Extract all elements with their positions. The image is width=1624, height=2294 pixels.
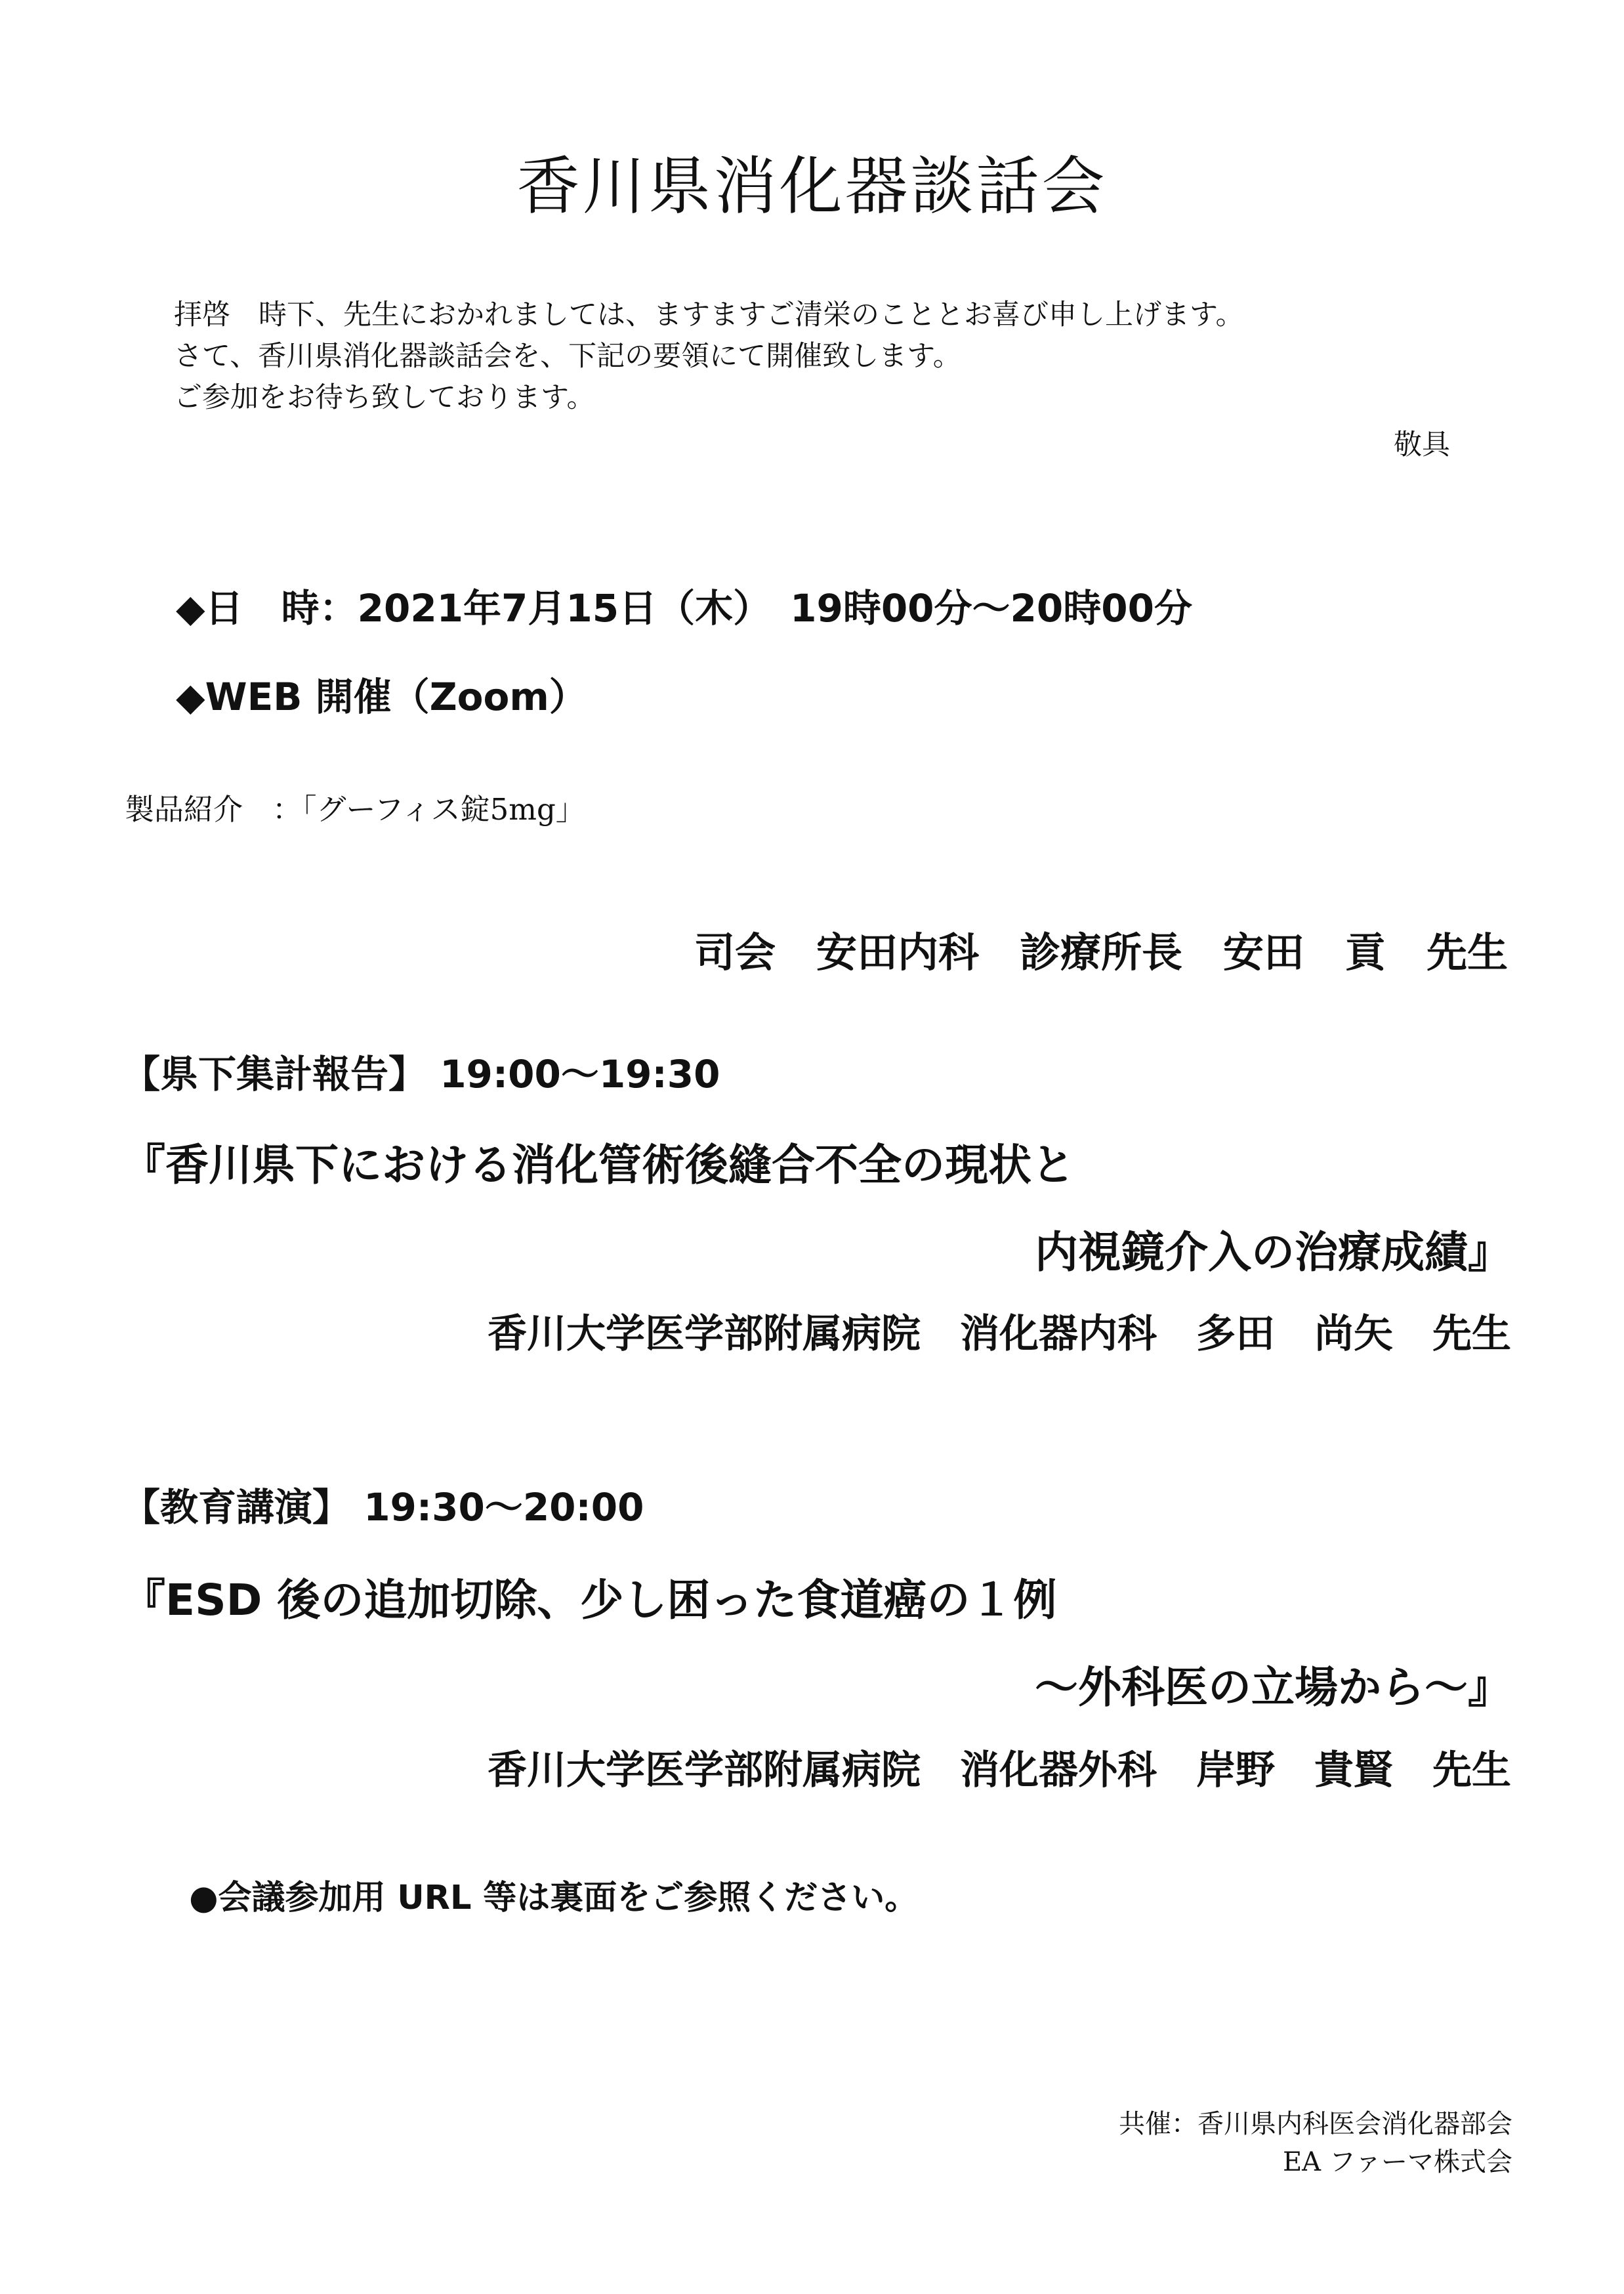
event-venue: ◆WEB 開催（Zoom） [176,675,587,719]
greeting-closing: 敬具 [1394,428,1450,461]
url-note: ●会議参加用 URL 等は裏面をご参照ください。 [189,1879,919,1917]
chairperson: 司会 安田内科 診療所長 安田 貢 先生 [694,928,1508,976]
greeting-line-2: さて、香川県消化器談話会を、下記の要領にて開催致します。 [174,340,961,373]
session2-title-line2: ～外科医の立場から～』 [1035,1662,1511,1713]
session2-header: 【教育講演】 19:30～20:00 [122,1485,644,1530]
session2-speaker: 香川大学医学部附属病院 消化器外科 岸野 貴賢 先生 [488,1747,1511,1793]
cohost-line-2: EA ファーマ株式会 [1282,2147,1512,2177]
session2-title-line1: 『ESD 後の追加切除、少し困った食道癌の１例 [122,1575,1057,1625]
document-title: 香川県消化器談話会 [516,150,1108,223]
cohost-line-1: 共催：香川県内科医会消化器部会 [1119,2109,1512,2139]
session1-speaker: 香川大学医学部附属病院 消化器内科 多田 尚矢 先生 [488,1311,1511,1357]
greeting-line-3: ご参加をお待ち致しております。 [174,381,595,414]
session1-title-line2: 内視鏡介入の治療成績』 [1035,1227,1511,1278]
session1-title-line1: 『香川県下における消化管術後縫合不全の現状と [122,1140,1075,1190]
session1-header: 【県下集計報告】 19:00～19:30 [122,1052,720,1096]
product-intro: 製品紹介 ：「グーフィス錠5mg」 [125,792,585,827]
event-datetime: ◆日 時：2021年7月15日（木） 19時00分～20時00分 [176,586,1192,631]
greeting-line-1: 拝啓 時下、先生におかれましては、ますますご清栄のこととお喜び申し上げます。 [174,299,1244,331]
